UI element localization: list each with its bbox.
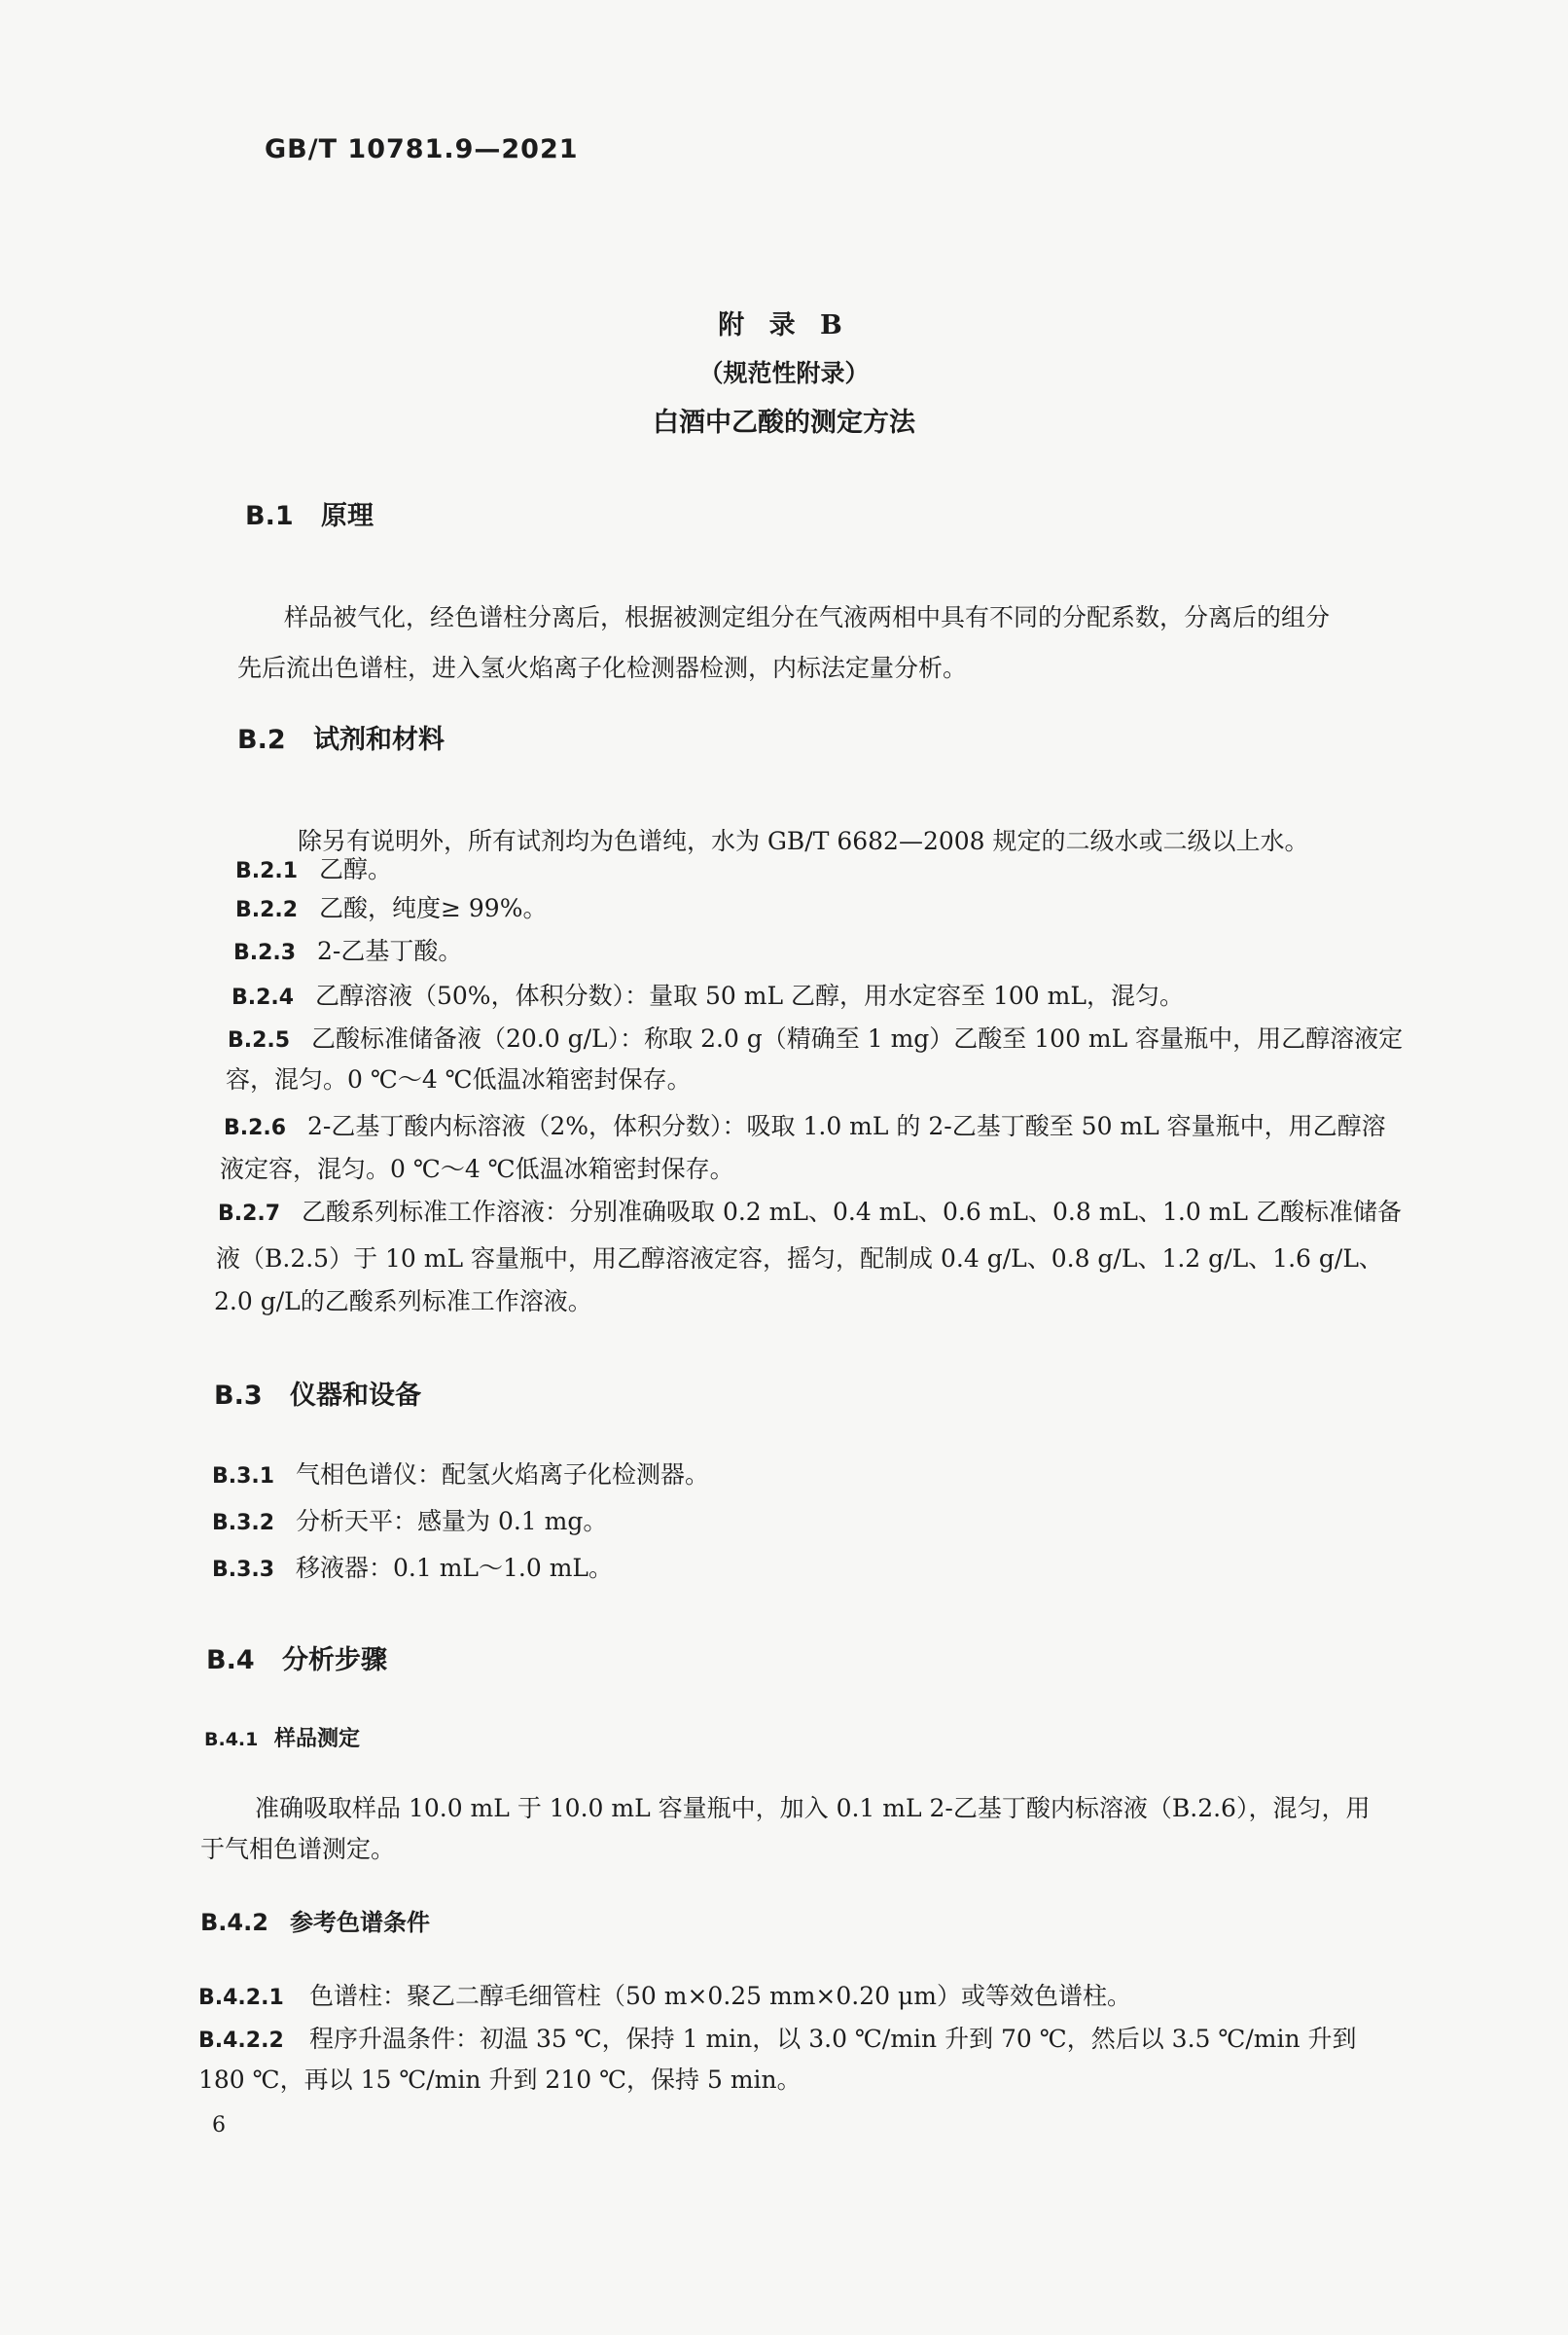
item-continuation: 180 ℃，再以 15 ℃/min 升到 210 ℃，保持 5 min。 <box>198 2066 802 2094</box>
list-item-b2-4 <box>232 977 1184 1012</box>
list-item-b2-6 <box>224 1107 1386 1142</box>
paragraph-line: 先后流出色谱柱，进入氢火焰离子化检测器检测，内标法定量分析。 <box>237 654 968 682</box>
item-text: 气相色谱仪：配氢火焰离子化检测器。 <box>296 1460 710 1489</box>
item-text: 程序升温条件：初温 35 ℃，保持 1 min，以 3.0 ℃/min 升到 70 ℃，然后以 3.5 ℃/min 升到 <box>309 2025 1357 2053</box>
list-item-b2-3 <box>233 932 462 967</box>
section-title: 分析步骤 <box>282 1645 387 1675</box>
list-item-b2-1 <box>235 850 392 885</box>
section-title: 仪器和设备 <box>290 1381 421 1411</box>
section-number: B.4 <box>206 1645 255 1675</box>
item-text: 色谱柱：聚乙二醇毛细管柱（50 m×0.25 mm×0.20 μm）或等效色谱柱。 <box>309 1982 1131 2010</box>
item-number: B.4.2.2 <box>198 2029 284 2053</box>
item-number: B.3.3 <box>212 1558 275 1582</box>
item-text: 乙醇溶液（50%，体积分数）：量取 50 mL 乙醇，用水定容至 100 mL，混匀。 <box>315 982 1184 1010</box>
item-text: 2-乙基丁酸。 <box>317 937 463 965</box>
item-text: 乙酸标准储备液（20.0 g/L）：称取 2.0 g（精确至 1 mg）乙酸至 100 mL 容量瓶中，用乙醇溶液定 <box>311 1024 1404 1053</box>
subsection-number: B.4.2 <box>200 1909 268 1936</box>
list-item-b2-2 <box>235 889 547 924</box>
section-number: B.2 <box>237 725 286 755</box>
item-continuation: 液（B.2.5）于 10 mL 容量瓶中，用乙醇溶液定容，摇匀，配制成 0.4 g/L、0.8 g/L、1.2 g/L、1.6 g/L、 <box>216 1244 1383 1273</box>
list-item-b421 <box>198 1977 1131 2012</box>
paragraph-line: 于气相色谱测定。 <box>200 1835 396 1863</box>
item-continuation: 2.0 g/L的乙酸系列标准工作溶液。 <box>214 1287 592 1315</box>
section-title: 原理 <box>321 501 374 531</box>
item-number: B.3.2 <box>212 1511 275 1535</box>
item-number: B.3.1 <box>212 1464 275 1489</box>
list-item-b3-3 <box>212 1549 613 1584</box>
annex-name: 白酒中乙酸的测定方法 <box>653 408 915 438</box>
item-text: 乙酸系列标准工作溶液：分别准确吸取 0.2 mL、0.4 mL、0.6 mL、0.8 mL、1.0 mL 乙酸标准储备 <box>302 1198 1402 1226</box>
section-number: B.1 <box>245 501 294 531</box>
section-title: 试剂和材料 <box>313 725 445 755</box>
annex-title: 附 录 B <box>718 310 850 341</box>
list-item-b2-5 <box>228 1020 1403 1055</box>
item-text: 乙酸，纯度≥ 99%。 <box>319 894 548 922</box>
item-number: B.4.2.1 <box>198 1986 284 2010</box>
list-item-b2-7 <box>218 1193 1402 1228</box>
item-text: 移液器：0.1 mL～1.0 mL。 <box>296 1554 614 1582</box>
item-number: B.2.4 <box>232 986 295 1010</box>
paragraph-line: 除另有说明外，所有试剂均为色谱纯，水为 GB/T 6682—2008 规定的二级水或二级以上水。 <box>298 827 1309 855</box>
subsection-heading-b42 <box>200 1903 430 1937</box>
section-heading-b3 <box>214 1374 421 1412</box>
subsection-heading-b41 <box>204 1722 360 1752</box>
section-heading-b4 <box>206 1638 387 1676</box>
item-text: 分析天平：感量为 0.1 mg。 <box>296 1507 608 1535</box>
paragraph-line: 准确吸取样品 10.0 mL 于 10.0 mL 容量瓶中，加入 0.1 mL 2-乙基丁酸内标溶液（B.2.6），混匀，用 <box>255 1794 1371 1822</box>
item-text: 乙醇。 <box>319 855 393 883</box>
item-continuation: 容，混匀。0 ℃～4 ℃低温冰箱密封保存。 <box>226 1065 692 1094</box>
section-heading-b1 <box>245 494 374 532</box>
paragraph-line: 样品被气化，经色谱柱分离后，根据被测定组分在气液两相中具有不同的分配系数，分离后的组分 <box>284 603 1331 631</box>
annex-subtitle: （规范性附录） <box>698 359 870 387</box>
item-number: B.2.7 <box>218 1202 281 1226</box>
section-heading-b2 <box>237 718 445 756</box>
section-number: B.3 <box>214 1381 263 1411</box>
item-number: B.2.2 <box>235 898 299 922</box>
item-number: B.2.1 <box>235 859 299 883</box>
subsection-number: B.4.1 <box>204 1729 259 1750</box>
subsection-title: 参考色谱条件 <box>290 1908 430 1936</box>
item-number: B.2.3 <box>233 941 297 965</box>
item-number: B.2.6 <box>224 1116 287 1140</box>
page-number: 6 <box>212 2113 226 2137</box>
item-number: B.2.5 <box>228 1028 291 1053</box>
list-item-b422 <box>198 2020 1357 2055</box>
subsection-title: 样品测定 <box>274 1726 361 1751</box>
item-continuation: 液定容，混匀。0 ℃～4 ℃低温冰箱密封保存。 <box>220 1155 734 1183</box>
standard-code: GB/T 10781.9—2021 <box>265 134 579 164</box>
list-item-b3-1 <box>212 1455 709 1491</box>
item-text: 2-乙基丁酸内标溶液（2%，体积分数）：吸取 1.0 mL 的 2-乙基丁酸至 50 mL 容量瓶中，用乙醇溶 <box>307 1112 1386 1140</box>
list-item-b3-2 <box>212 1502 607 1537</box>
